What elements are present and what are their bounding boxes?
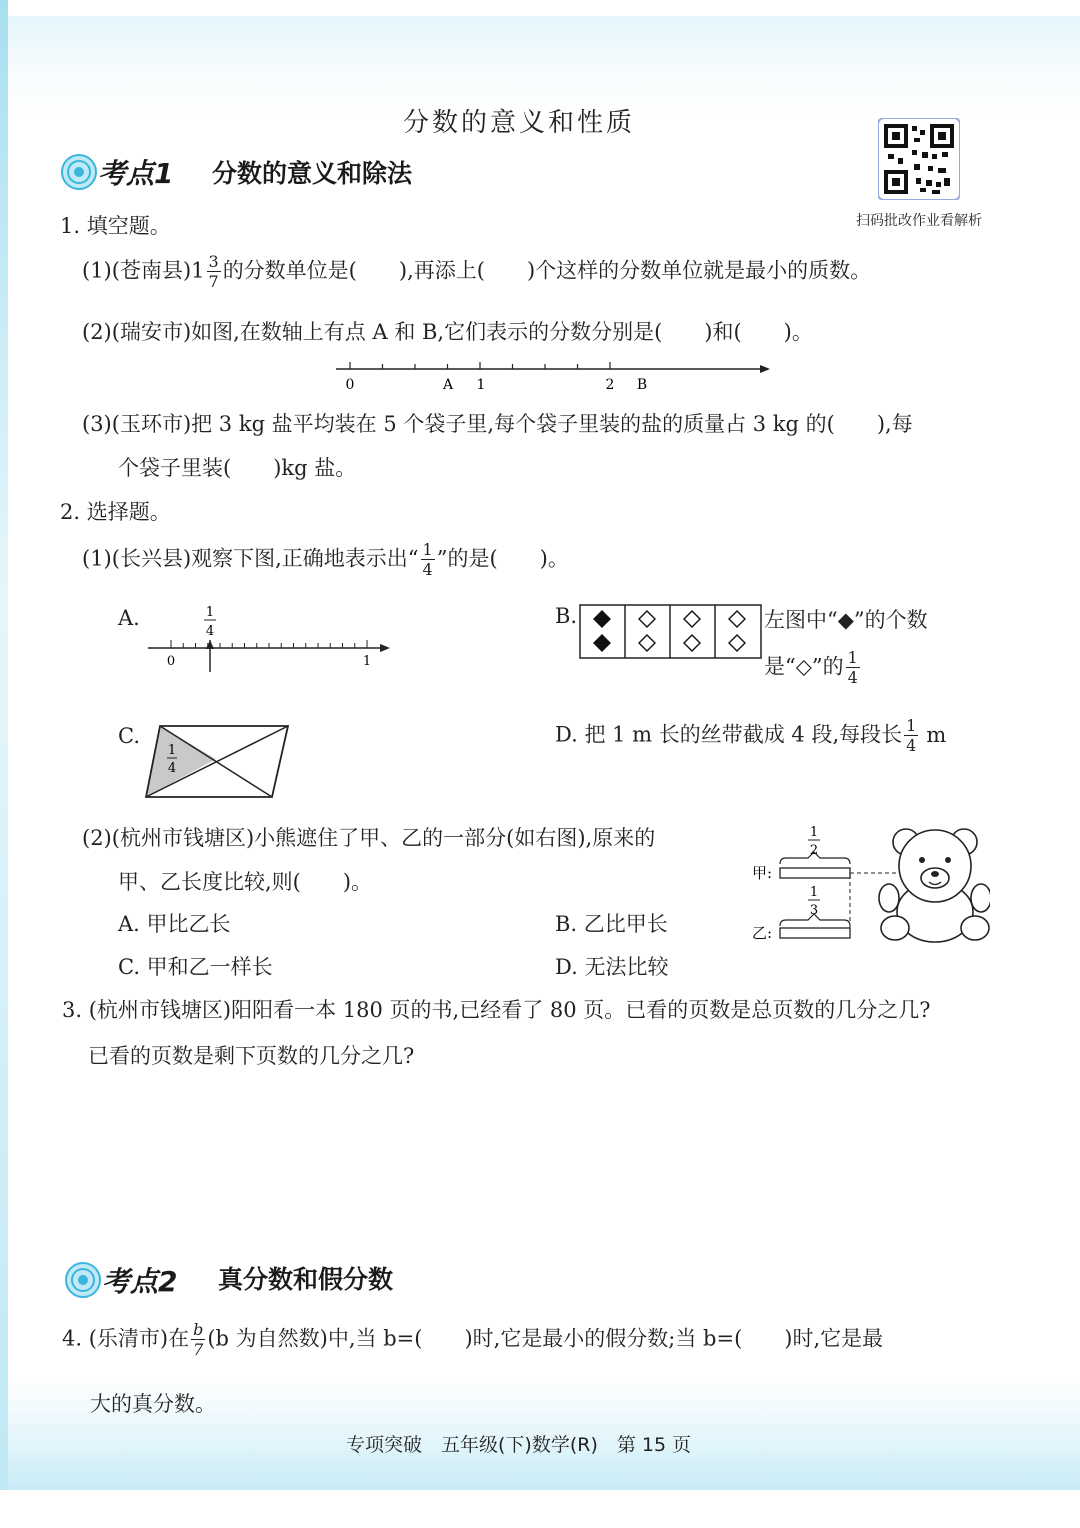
top-margin [0, 0, 1080, 16]
q2-part2-line2: 甲、乙长度比较,则( )。 [118, 870, 373, 894]
q2-part2-option-a: A. 甲比乙长 [118, 912, 231, 936]
option-d-text: D. 把 1 m 长的丝带截成 4 段,每段长 [555, 722, 903, 747]
yi-label: 乙: [752, 924, 773, 942]
option-b-diamond-grid [579, 604, 763, 660]
q1-heading: 1. 填空题。 [60, 214, 171, 238]
q1-part1-pre: (1)(苍南县)1 [82, 258, 205, 283]
target-icon [64, 1261, 102, 1299]
fraction: $\frac{b}{7}$ [193, 1320, 204, 1359]
frac-den: 4 [205, 624, 215, 639]
option-b-label: B. [555, 604, 578, 628]
frac-num: 1 [205, 605, 215, 620]
fraction: $\frac{1}{4}$ [906, 716, 917, 755]
q2-part1-post: ”的是( )。 [436, 546, 569, 571]
q4-line1 [62, 1322, 883, 1358]
q4-line2: 大的真分数。 [90, 1392, 216, 1416]
fraction: $\frac{1}{4}$ [422, 540, 433, 579]
qr-code-icon [878, 118, 960, 200]
section-title-2: 真分数和假分数 [218, 1265, 394, 1294]
page-title: 分数的意义和性质 [403, 108, 636, 138]
axis-label-1: 1 [362, 654, 372, 669]
axis-label-a: A [442, 377, 454, 393]
section-title-1: 分数的意义和除法 [212, 159, 413, 188]
option-b-line2 [764, 650, 862, 686]
axis-label-1: 1 [476, 377, 486, 393]
q2-part2-option-b: B. 乙比甲长 [555, 912, 668, 936]
q1-part3-line2: 个袋子里装( )kg 盐。 [118, 456, 357, 480]
frac-num: 1 [809, 885, 819, 900]
q3-line1: 3. (杭州市钱塘区)阳阳看一本 180 页的书,已经看了 80 页。已看的页数是总页数的几分之几? [62, 998, 931, 1022]
page-footer: 专项突破 五年级(下)数学(R) 第 15 页 [346, 1434, 692, 1456]
number-line-ab [330, 352, 775, 394]
option-d-unit: m [926, 722, 947, 747]
option-b-line1: 左图中“◆”的个数 [764, 608, 928, 632]
target-icon [60, 153, 98, 191]
fraction: $\frac{1}{4}$ [847, 648, 858, 687]
left-edge-strip [0, 0, 8, 1490]
q1-part3-line1: (3)(玉环市)把 3 kg 盐平均装在 5 个袋子里,每个袋子里装的盐的质量占 3 kg 的( ),每 [82, 412, 913, 436]
axis-label-0: 0 [345, 377, 355, 393]
q1-part1-post: 的分数单位是( ),再添上( )个这样的分数单位就是最小的质数。 [222, 258, 872, 283]
qr-caption: 扫码批改作业看解析 [856, 213, 982, 229]
bear-diagram [750, 820, 990, 950]
q4-pre: 4. (乐清市)在 [62, 1326, 190, 1351]
option-c-label: C. [118, 724, 140, 748]
q2-part1-pre: (1)(长兴县)观察下图,正确地表示出“ [82, 546, 419, 571]
axis-label-0: 0 [166, 654, 176, 669]
frac-den: 3 [809, 903, 819, 918]
q2-heading: 2. 选择题。 [60, 500, 171, 524]
axis-label-b: B [636, 377, 648, 393]
option-a-label: A. [118, 606, 140, 630]
q4-post: (b 为自然数)中,当 b=( )时,它是最小的假分数;当 b=( )时,它是最 [207, 1326, 884, 1351]
q1-part1 [82, 254, 871, 290]
teddy-bear-icon [879, 829, 990, 942]
q2-part1 [82, 542, 569, 578]
option-c-parallelogram [142, 722, 294, 802]
option-b-text: 是“◇”的 [764, 654, 844, 679]
qr-code[interactable] [878, 118, 960, 200]
frac-num: 1 [167, 743, 177, 758]
option-d [555, 718, 946, 754]
fraction: $\frac{3}{7}$ [208, 252, 219, 291]
q1-part2: (2)(瑞安市)如图,在数轴上有点 A 和 B,它们表示的分数分别是( )和( )。 [82, 320, 813, 344]
frac-num: 1 [809, 825, 819, 840]
q2-part2-option-c: C. 甲和乙一样长 [118, 955, 273, 979]
section-badge-label: 考点1 [98, 157, 174, 190]
section-badge-2 [64, 1260, 177, 1300]
axis-label-2: 2 [605, 377, 615, 393]
q2-part2-line1: (2)(杭州市钱塘区)小熊遮住了甲、乙的一部分(如右图),原来的 [82, 826, 656, 850]
section-badge-label: 考点2 [102, 1265, 178, 1298]
option-a-number-line [140, 602, 395, 676]
q3-line2: 已看的页数是剩下页数的几分之几? [88, 1044, 415, 1068]
section-badge-1 [60, 152, 173, 192]
frac-den: 2 [809, 843, 819, 858]
jia-label: 甲: [752, 864, 773, 882]
q2-part2-option-d: D. 无法比较 [555, 955, 669, 979]
frac-den: 4 [167, 761, 177, 776]
